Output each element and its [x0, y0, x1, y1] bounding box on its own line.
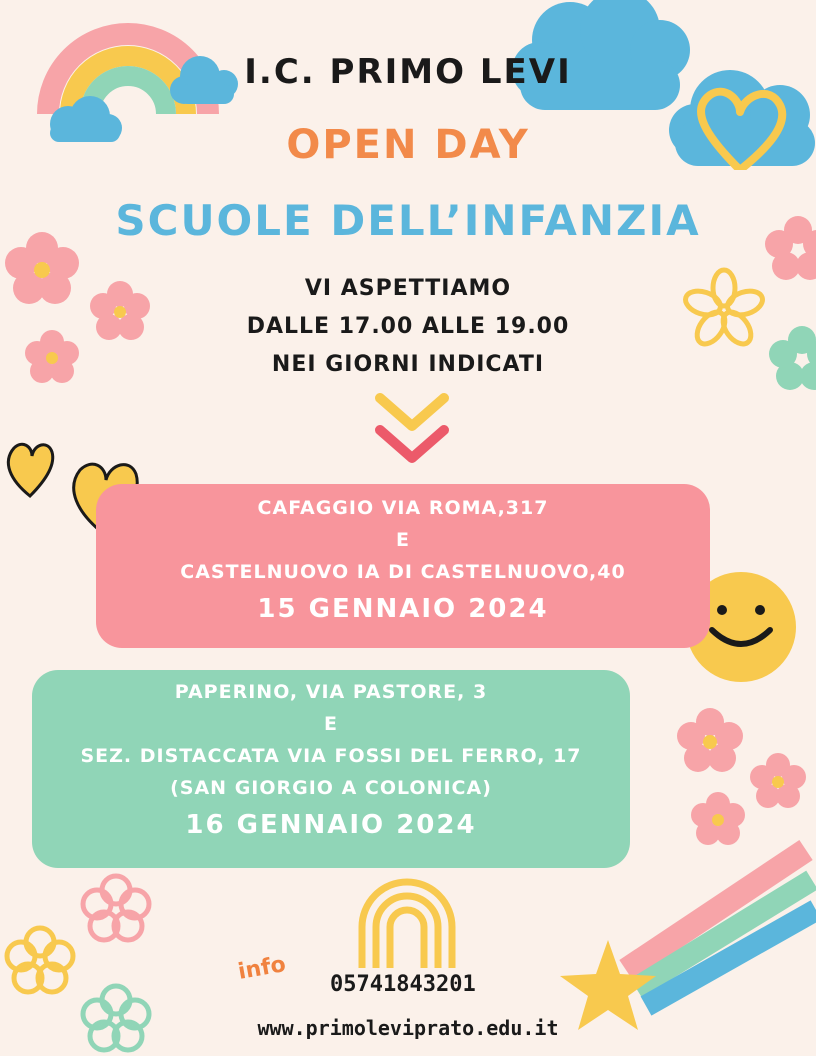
event-card-paperino — [32, 670, 630, 868]
event-location: SEZ. DISTACCATA VIA FOSSI DEL FERRO, 17 — [80, 745, 582, 767]
chevron-down-icon — [372, 388, 452, 468]
flower-icon — [664, 700, 816, 850]
invite-line: DALLE 17.00 ALLE 19.00 — [246, 314, 570, 339]
event-date: 16 GENNAIO 2024 — [185, 810, 477, 840]
website-link[interactable]: www.primoleviprato.edu.it — [257, 1016, 559, 1040]
rainbow-icon — [352, 872, 462, 968]
invite-line: VI ASPETTIAMO — [304, 276, 512, 301]
event-conjunction: E — [396, 529, 410, 551]
event-conjunction: E — [324, 713, 338, 735]
event-location: (SAN GIORGIO A COLONICA) — [170, 777, 492, 799]
event-card-cafaggio — [96, 484, 710, 648]
page-title: I.C. PRIMO LEVI — [244, 52, 572, 92]
invite-line: NEI GIORNI INDICATI — [271, 352, 545, 377]
info-label: info — [236, 952, 288, 985]
event-date: 15 GENNAIO 2024 — [257, 594, 549, 624]
event-subtitle: SCUOLE DELL’INFANZIA — [115, 196, 701, 245]
phone-number[interactable]: 05741843201 — [330, 972, 476, 997]
event-location: CAFAGGIO VIA ROMA,317 — [257, 497, 549, 519]
event-location: PAPERINO, VIA PASTORE, 3 — [174, 681, 488, 703]
event-title: OPEN DAY — [286, 122, 530, 168]
event-location: CASTELNUOVO IA DI CASTELNUOVO,40 — [180, 561, 626, 583]
